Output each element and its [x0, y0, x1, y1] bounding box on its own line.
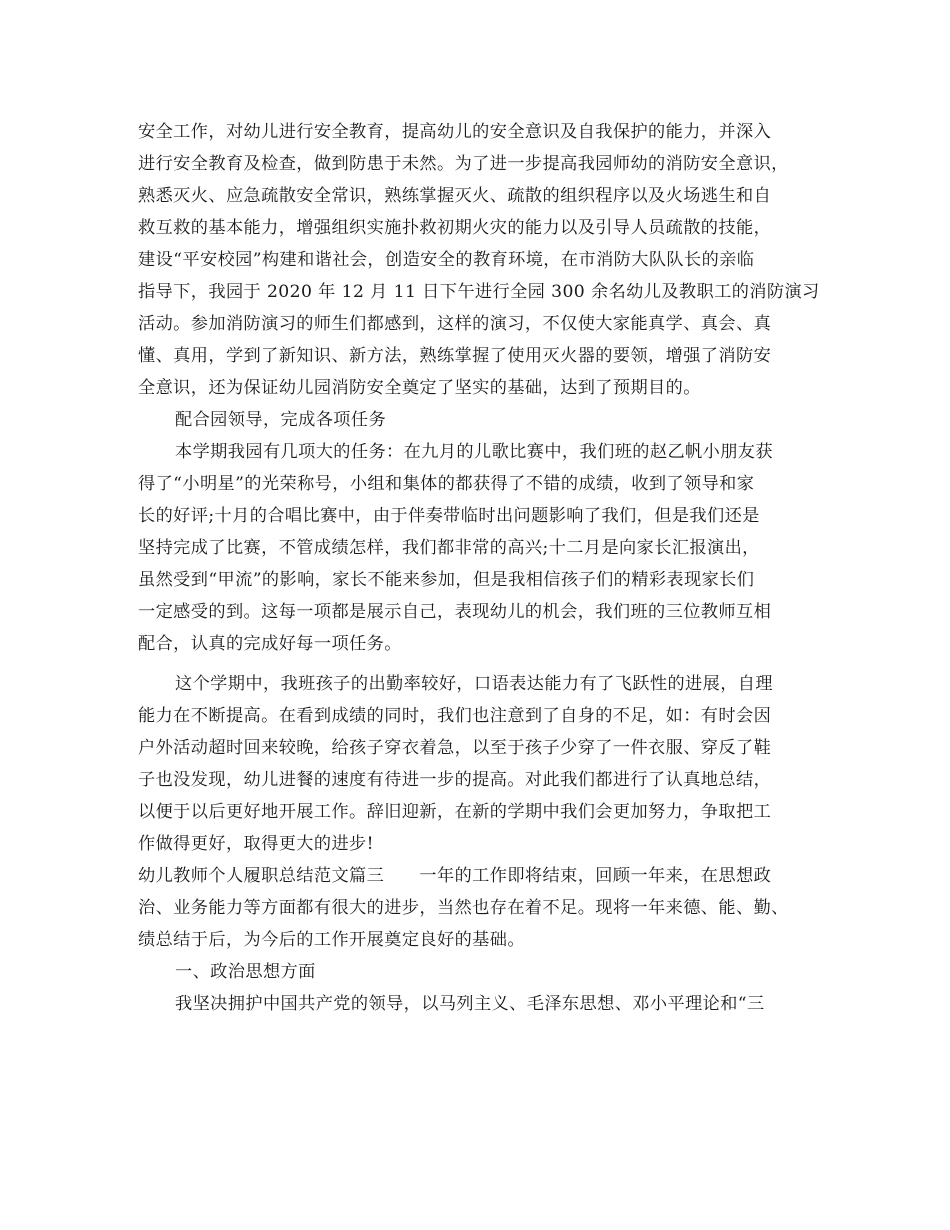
text-line: 全意识，还为保证幼儿园消防安全奠定了坚实的基础，达到了预期目的。 — [138, 378, 701, 398]
text-line: 作做得更好，取得更大的进步! — [138, 834, 374, 854]
text-line: 配合，认真的完成好每一项任务。 — [138, 634, 402, 654]
text-line: 长的好评;十月的合唱比赛中，由于伴奏带临时出问题影响了我们，但是我们还是 — [138, 506, 760, 526]
text-line: 进行安全教育及检查，做到防患于未然。为了进一步提高我园师幼的消防安全意识， — [138, 154, 789, 174]
section-heading: 一、政治思想方面 — [175, 962, 316, 982]
text-line: 熟悉灭火、应急疏散安全常识，熟练掌握灭火、疏散的组织程序以及火场逃生和自 — [138, 186, 772, 206]
text-line: 活动。参加消防演习的师生们都感到，这样的演习，不仅使大家能真学、真会、真 — [138, 314, 772, 334]
text-line: 这个学期中，我班孩子的出勤率较好，口语表达能力有了飞跃性的进展，自理 — [175, 674, 773, 694]
text-line: 治、业务能力等方面都有很大的进步，当然也存在着不足。现将一年来德、能、勤、 — [138, 898, 789, 918]
text-line: 我坚决拥护中国共产党的领导，以马列主义、毛泽东思想、邓小平理论和“三 — [175, 994, 765, 1014]
text-line: 懂、真用，学到了新知识、新方法，熟练掌握了使用灭火器的要领，增强了消防安 — [138, 346, 772, 366]
text-line: 一定感受的到。这每一项都是展示自己，表现幼儿的机会，我们班的三位教师互相 — [138, 602, 772, 622]
section-heading: 配合园领导，完成各项任务 — [175, 410, 387, 430]
text-line: 救互救的基本能力，增强组织实施扑救初期火灾的能力以及引导人员疏散的技能， — [138, 218, 772, 238]
text-line: 安全工作，对幼儿进行安全教育，提高幼儿的安全意识及自我保护的能力，并深入 — [138, 122, 772, 142]
text-line: 本学期我园有几项大的任务：在九月的儿歌比赛中，我们班的赵乙帆小朋友获 — [175, 442, 773, 462]
text-line: 坚持完成了比赛，不管成绩怎样，我们都非常的高兴;十二月是向家长汇报演出， — [138, 538, 760, 558]
text-line: 指导下，我园于 2020 年 12 月 11 日下午进行全园 300 余名幼儿及教职工的消防演习 — [138, 282, 820, 302]
text-line: 得了“小明星”的光荣称号，小组和集体的都获得了不错的成绩，收到了领导和家 — [138, 474, 755, 494]
text-line: 能力在不断提高。在看到成绩的同时，我们也注意到了自身的不足，如：有时会因 — [138, 706, 772, 726]
text-line: 户外活动超时回来较晚，给孩子穿衣着急，以至于孩子少穿了一件衣服、穿反了鞋 — [138, 738, 772, 758]
text-line: 以便于以后更好地开展工作。辞旧迎新，在新的学期中我们会更加努力，争取把工 — [138, 802, 772, 822]
section-title-line: 幼儿教师个人履职总结范文篇三 一年的工作即将结束，回顾一年来，在思想政 — [138, 866, 772, 886]
text-line: 子也没发现，幼儿进餐的速度有待进一步的提高。对此我们都进行了认真地总结， — [138, 770, 772, 790]
text-line: 绩总结于后，为今后的工作开展奠定良好的基础。 — [138, 930, 525, 950]
text-line: 虽然受到“甲流”的影响，家长不能来参加，但是我相信孩子们的精彩表现家长们 — [138, 570, 755, 590]
text-line: 建设“平安校园”构建和谐社会，创造安全的教育环境，在市消防大队队长的亲临 — [138, 250, 755, 270]
